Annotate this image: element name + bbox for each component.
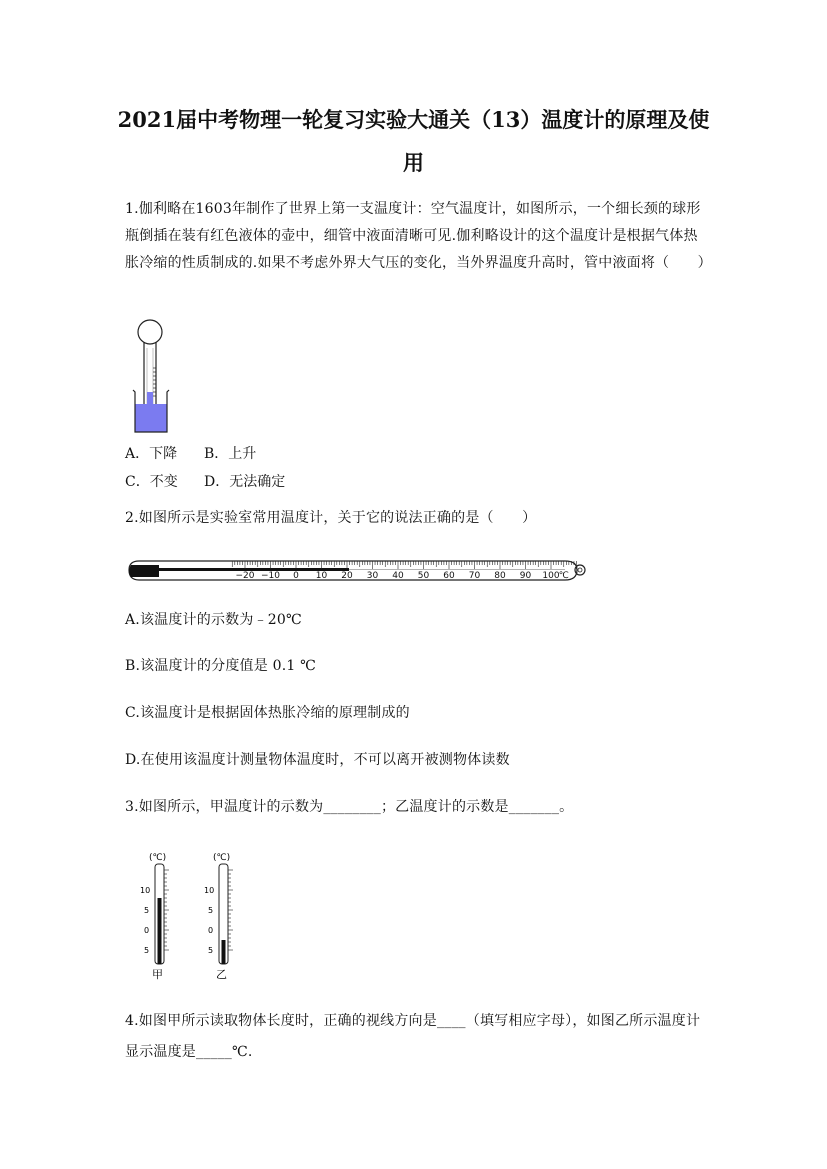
scale-label: 80 bbox=[494, 571, 506, 581]
question-1-text: 1.伽利略在1603年制作了世界上第一支温度计：空气温度计，如图所示，一个细长颈的球形瓶倒插在装有红色液体的壶中，细管中液面清晰可见.伽利略设计的这个温度计是根据气体热胀冷缩的性质制成的.如果不考虑外界大气压的变化，当外界温度升高时，管中液面将（ ） bbox=[125, 201, 712, 271]
scale-label: −20 bbox=[235, 571, 255, 581]
scale-label: 10 bbox=[315, 571, 328, 581]
two-thermometers-figure bbox=[135, 848, 255, 983]
q2-option-b[interactable]: B.该温度计的分度值是 0.1 ℃ bbox=[125, 658, 316, 674]
page-title-line2: 用 bbox=[403, 150, 424, 175]
red-liquid bbox=[135, 404, 167, 432]
scale-label: 50 bbox=[417, 571, 430, 581]
scale-label: 40 bbox=[392, 571, 404, 581]
scale-label: 90 bbox=[519, 571, 532, 581]
yi-unit-label: (℃) bbox=[213, 853, 231, 863]
scale-label: 60 bbox=[443, 571, 455, 581]
q1-option-a[interactable]: A．下降 bbox=[125, 446, 178, 462]
question-1-options-row1 bbox=[125, 444, 256, 464]
air-thermometer-figure bbox=[128, 316, 178, 436]
thermometer-yi bbox=[204, 853, 233, 981]
question-2-text: 2.如图所示是实验室常用温度计，关于它的说法正确的是（ ） bbox=[125, 510, 537, 526]
jia-unit-label: (℃) bbox=[149, 853, 167, 863]
q1-option-b[interactable]: B．上升 bbox=[204, 446, 257, 462]
thermometer-jia bbox=[140, 853, 169, 981]
lab-thermometer-figure bbox=[125, 555, 590, 587]
jia-tick-10: 10 bbox=[140, 886, 151, 895]
q1-option-c[interactable]: C．不变 bbox=[125, 474, 178, 490]
yi-tick-10: 10 bbox=[204, 886, 215, 895]
yi-tick-5: 5 bbox=[208, 906, 214, 915]
jia-tick-neg5: 5 bbox=[144, 946, 150, 955]
scale-label: ℃ bbox=[558, 571, 569, 581]
question-4-text: 4.如图甲所示读取物体长度时，正确的视线方向是____（填写相应字母），如图乙所示温度计显示温度是_____℃. bbox=[125, 1013, 701, 1060]
label-jia: 甲 bbox=[152, 968, 163, 981]
scale-label: −10 bbox=[261, 571, 280, 581]
page-title-line1: 2021届中考物理一轮复习实验大通关（13）温度计的原理及使 bbox=[117, 107, 710, 132]
q2-option-a[interactable]: A.该温度计的示数为﹣20℃ bbox=[125, 612, 302, 628]
q1-option-d[interactable]: D．无法确定 bbox=[204, 474, 286, 490]
jia-tick-0: 0 bbox=[144, 926, 150, 935]
scale-label: 100 bbox=[542, 571, 560, 581]
yi-tick-neg5: 5 bbox=[208, 946, 214, 955]
scale-label: 30 bbox=[366, 571, 379, 581]
jia-tick-5: 5 bbox=[144, 906, 150, 915]
question-3-text: 3.如图所示，甲温度计的示数为________；乙温度计的示数是_______。 bbox=[125, 799, 574, 815]
scale-label: 0 bbox=[293, 571, 299, 581]
yi-tick-0: 0 bbox=[208, 926, 214, 935]
question-1-options-row2 bbox=[125, 472, 285, 492]
scale-label: 20 bbox=[341, 571, 353, 581]
label-yi: 乙 bbox=[216, 968, 227, 981]
scale-label: 70 bbox=[468, 571, 481, 581]
q2-option-c[interactable]: C.该温度计是根据固体热胀冷缩的原理制成的 bbox=[125, 705, 410, 721]
q2-option-d[interactable]: D.在使用该温度计测量物体温度时，不可以离开被测物体读数 bbox=[125, 752, 510, 768]
